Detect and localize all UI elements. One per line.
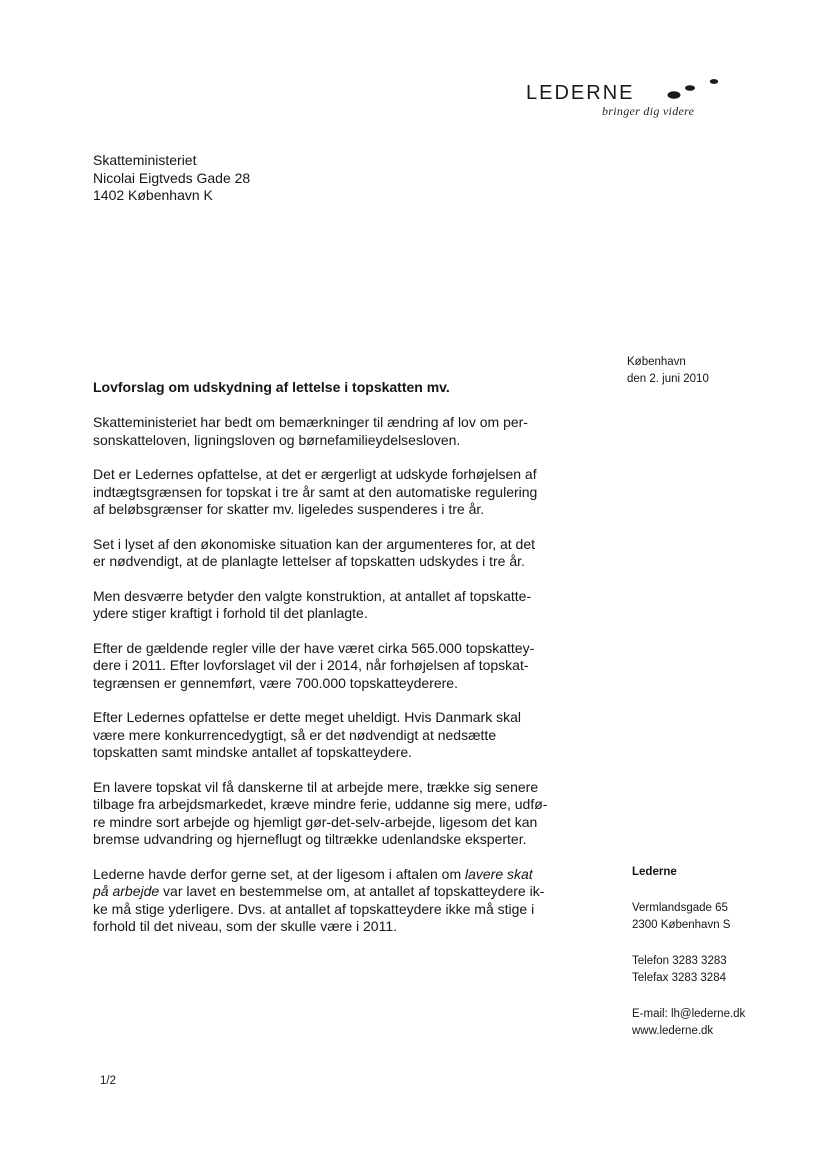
place-date bbox=[627, 354, 709, 388]
recipient-line: 1402 København K bbox=[93, 187, 213, 203]
paragraph-line: re mindre sort arbejde og hjemligt gør-det-selv-arbejde, ligesom det kan bbox=[93, 813, 538, 830]
place: København bbox=[627, 356, 686, 368]
sender-contact bbox=[632, 864, 745, 1059]
paragraph-line: bremse udvandring og hjerneflugt og tiltrække udenlandske eksperter. bbox=[93, 831, 527, 847]
website-line: www.lederne.dk bbox=[632, 1025, 714, 1037]
email-line: E-mail: lh@lederne.dk bbox=[632, 1008, 746, 1020]
sender-contact-online bbox=[632, 1006, 745, 1040]
paragraph-text: Lederne havde derfor gerne set, at der ligesom i aftalen om bbox=[93, 865, 465, 882]
sender-phones bbox=[632, 953, 745, 987]
lederne-logo bbox=[526, 78, 726, 122]
paragraph-line: Efter Ledernes opfattelse er dette meget uheldigt. Hvis Danmark skal bbox=[93, 709, 521, 725]
paragraph-line: ke må stige yderligere. Dvs. at antallet af topskatteydere ikke må stige i bbox=[93, 900, 535, 917]
paragraph-line: af beløbsgrænser for skatter mv. ligeledes suspenderes i tre år. bbox=[93, 501, 485, 517]
paragraph-text: var lavet en bestemmelse om, at antallet af topskatteydere ik- bbox=[159, 883, 545, 899]
letter-body bbox=[93, 414, 593, 953]
address-line: 2300 København S bbox=[632, 919, 731, 931]
logo-tagline: bringer dig videre bbox=[602, 104, 695, 118]
sender-address bbox=[632, 900, 745, 934]
paragraph-line: Efter de gældende regler ville der have været cirka 565.000 topskattey- bbox=[93, 639, 535, 656]
paragraph-line bbox=[93, 866, 593, 884]
paragraph-line: tilbage fra arbejdsmarkedet, kræve mindre ferie, uddanne sig mere, udfø- bbox=[93, 796, 548, 812]
paragraph bbox=[93, 866, 593, 936]
phone-line: Telefon 3283 3283 bbox=[632, 955, 727, 967]
paragraph bbox=[93, 414, 593, 449]
recipient-address bbox=[93, 152, 250, 205]
paragraph-line: ydere stiger kraftigt i forhold til det planlagte. bbox=[93, 605, 368, 621]
date: den 2. juni 2010 bbox=[627, 373, 709, 385]
address-line: Vermlandsgade 65 bbox=[632, 902, 728, 914]
paragraph-line: Men desværre betyder den valgte konstruktion, at antallet af topskatte- bbox=[93, 587, 532, 604]
italic-phrase: lavere skat bbox=[465, 865, 533, 882]
paragraph bbox=[93, 588, 593, 623]
paragraph-line: Det er Ledernes opfattelse, at det er ærgerligt at udskyde forhøjelsen af bbox=[93, 466, 537, 482]
logo-dots-icon bbox=[664, 78, 724, 104]
paragraph bbox=[93, 640, 593, 693]
paragraph-line: indtægtsgrænsen for topskat i tre år samt at den automatiske regulering bbox=[93, 483, 538, 500]
paragraph bbox=[93, 709, 593, 762]
paragraph-line: Skatteministeriet har bedt om bemærkninger til ændring af lov om per- bbox=[93, 414, 528, 430]
paragraph bbox=[93, 466, 593, 519]
letter-title: Lovforslag om udskydning af lettelse i topskatten mv. bbox=[93, 379, 450, 395]
italic-phrase: på arbejde bbox=[93, 883, 160, 899]
fax-line: Telefax 3283 3284 bbox=[632, 972, 726, 984]
paragraph-line: dere i 2011. Efter lovforslaget vil der i 2014, når forhøjelsen af topskat- bbox=[93, 657, 529, 673]
paragraph-line: Set i lyset af den økonomiske situation kan der argumenteres for, at det bbox=[93, 535, 536, 552]
paragraph bbox=[93, 779, 593, 849]
recipient-line: Skatteministeriet bbox=[93, 152, 197, 168]
paragraph-line: sonskatteloven, ligningsloven og børnefamilieydelsesloven. bbox=[93, 431, 461, 448]
page-number: 1/2 bbox=[100, 1075, 116, 1087]
paragraph-line: topskatten samt mindske antallet af topskatteydere. bbox=[93, 744, 413, 760]
paragraph-line: er nødvendigt, at de planlagte lettelser af topskatten udskydes i tre år. bbox=[93, 553, 525, 569]
recipient-line: Nicolai Eigtveds Gade 28 bbox=[93, 169, 251, 186]
logo-wordmark: LEDERNE bbox=[526, 82, 635, 104]
paragraph-line: tegrænsen er gennemført, være 700.000 topskatteyderere. bbox=[93, 674, 458, 691]
paragraph-line: forhold til det niveau, som der skulle være i 2011. bbox=[93, 918, 398, 934]
paragraph-line: være mere konkurrencedygtigt, så er det nødvendigt at nedsætte bbox=[93, 726, 497, 743]
sender-org: Lederne bbox=[632, 866, 677, 878]
paragraph-line: En lavere topskat vil få danskerne til at arbejde mere, trække sig senere bbox=[93, 778, 539, 795]
paragraph bbox=[93, 536, 593, 571]
paragraph-line bbox=[93, 883, 593, 901]
